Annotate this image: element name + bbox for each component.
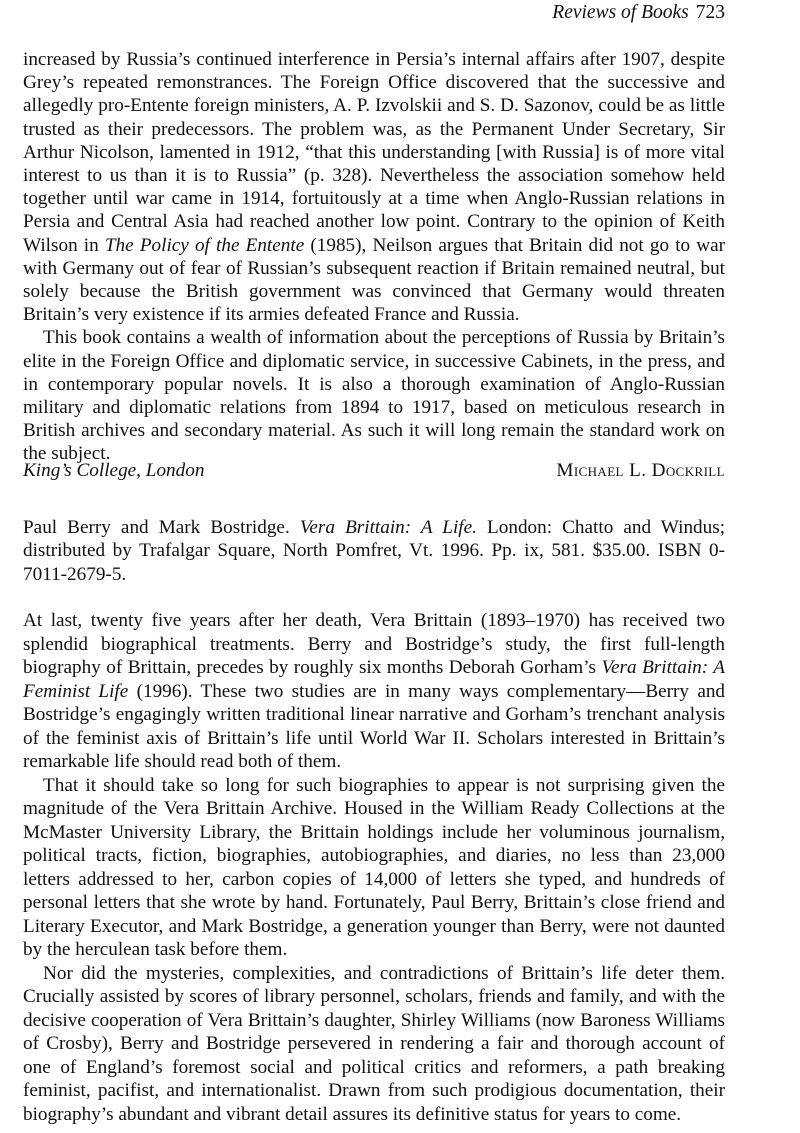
journal-title: Reviews of Books — [552, 2, 689, 23]
review-one-paragraph-1 — [23, 48, 725, 326]
review-one-body — [23, 48, 725, 466]
review-two-paragraph-2: That it should take so long for such biographies to appear is not surprising given the magnitude of the Vera Brittain Archive. Housed in the William Ready Collections at the McMaster University Library, the Brittain holdings include her voluminous journalism, political tracts, fiction, biographies, autobiographies, and diaries, no less than 23,000 letters addressed to her, carbon copies of 14,000 of letters she typed, and hundreds of personal letters that she wrote by hand. Fortunately, Paul Berry, Brittain’s close friend and Literary Executor, and Mark Bostridge, a generation younger than Berry, were not daunted by the herculean task before them. — [23, 774, 725, 960]
citation-text — [23, 516, 725, 586]
citation-publication: London: Chatto and Windus; distributed by Trafalgar Square, North Pomfret, Vt. 1996. Pp. ix, 581. $35.00. ISBN 0-7011-2679-5. — [23, 517, 726, 585]
reviewer-signature — [23, 459, 725, 482]
page-number: 723 — [695, 2, 725, 23]
paragraph-text: (1985), Neilson argues that Britain did not go to war with Germany out of fear of Russian’s subsequent reaction if Britain remained neutral, but solely because the British government was convinced that Germany would threaten Britain’s very existence if its armies defeated France and Russia. — [23, 234, 726, 326]
review-two-paragraph-3: Nor did the mysteries, complexities, and contradictions of Brittain’s life deter them. Crucially assisted by scores of library personnel, scholars, friends and family, and with the decisive cooperation of Vera Brittain’s daughter, Shirley Williams (now Baroness Williams of Crosby), Berry and Bostridge persevered in rendering a fair and thorough account of one of England’s foremost social and political critics and reformers, a path breaking feminist, pacifist, and internationalist. Drawn from such prodigious documentation, their biography’s abundant and vibrant detail assures its definitive status for years to come. — [23, 962, 725, 1125]
reviewer-name: Michael L. Dockrill — [556, 460, 725, 481]
citation-authors: Paul Berry and Mark Bostridge. — [23, 517, 290, 538]
review-one-paragraph-2: This book contains a wealth of information about the perceptions of Russia by Britain’s elite in the Foreign Office and diplomatic service, in successive Cabinets, in the press, and in contemporary popular novels. It is also a thorough examination of Anglo-Russian military and diplomatic relations from 1894 to 1917, based on meticulous research in British archives and secondary material. As such it will long remain the standard work on the subject. — [23, 327, 725, 465]
running-head — [552, 2, 725, 24]
review-two-body — [23, 609, 725, 1126]
paragraph-text: At last, twenty five years after her death, Vera Brittain (1893–1970) has received two splendid biographical treatments. Berry and Bostridge’s study, the first full-length biography of Brittain, precedes by roughly six months Deborah Gorham’s — [23, 610, 725, 678]
paragraph-text: (1996). These two studies are in many ways complementary—Berry and Bostridge’s engagingly written traditional linear narrative and Gorham’s trenchant analysis of the feminist axis of Brittain’s life until World War II. Scholars interested in Brittain’s remarkable life should read both of them. — [23, 680, 726, 772]
review-two-paragraph-1 — [23, 609, 725, 774]
reviewer-institution: King’s College, London — [23, 460, 205, 481]
book-citation — [23, 516, 725, 586]
cited-book-title: Vera Brittain: A Feminist Life — [23, 657, 725, 702]
paragraph-text: increased by Russia’s continued interference in Persia’s internal affairs after 1907, despite Grey’s repeated remonstrances. The Foreign Office discovered that the successive and allegedly pro-Entente foreign ministers, A. P. Izvolskii and S. D. Sazonov, could be as little trusted as their predecessors. The problem was, as the Permanent Under Secretary, Sir Arthur Nicolson, lamented in 1912, “that this understanding [with Russia] is of more vital interest to us than it is to Russia” (p. 328). Nevertheless the association somehow held together until war came in 1914, fortuitously at a time when Anglo-Russian relations in Persia and Central Asia had reached another low point. Contrary to the opinion of Keith Wilson in — [23, 49, 725, 256]
cited-book-title: The Policy of the Entente — [104, 234, 305, 256]
citation-title: Vera Brittain: A Life. — [299, 517, 477, 538]
